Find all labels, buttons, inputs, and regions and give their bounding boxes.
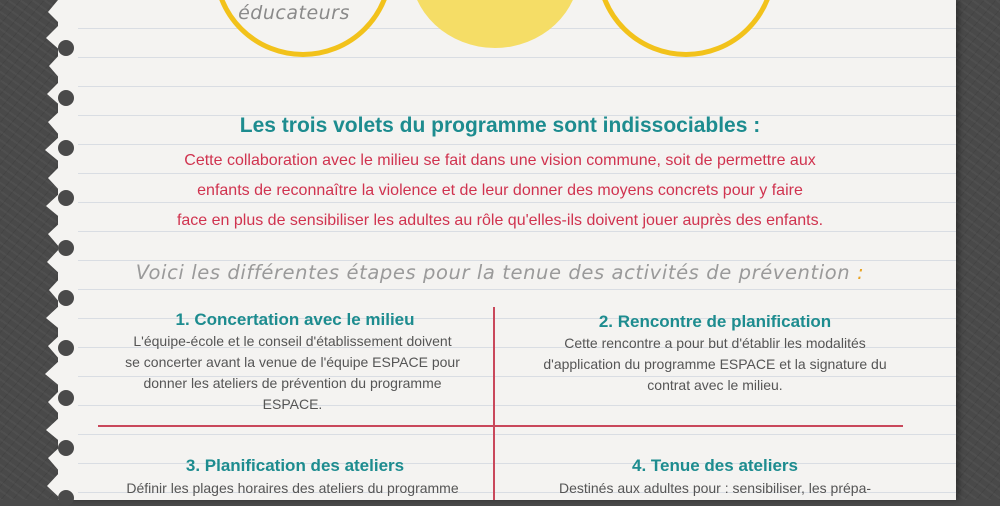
- binder-hole: [58, 340, 74, 356]
- step-line: Cette rencontre a pour but d'établir les modalités: [564, 335, 866, 351]
- step-line: donner les ateliers de prévention du programme: [143, 375, 442, 391]
- step-3-text: [80, 478, 505, 499]
- step-1-title: 1. Concertation avec le milieu: [175, 310, 415, 329]
- binder-hole: [58, 390, 74, 406]
- step-4-title: 4. Tenue des ateliers: [632, 456, 798, 475]
- binder-hole: [58, 290, 74, 306]
- step-2-text: [505, 333, 925, 396]
- intro-paragraph: [120, 146, 880, 236]
- step-line: se concerter avant la venue de l'équipe ESPACE pour: [125, 354, 460, 370]
- subtitle-text: Voici les différentes étapes pour la tenue des activités de prévention: [135, 261, 851, 284]
- binder-hole: [58, 40, 74, 56]
- step-line: contrat avec le milieu.: [647, 377, 783, 393]
- binder-hole: [58, 140, 74, 156]
- step-1-text: [80, 331, 505, 415]
- step-line: Définir les plages horaires des ateliers du programme: [126, 480, 459, 496]
- binder-hole: [58, 190, 74, 206]
- step-line: d'application du programme ESPACE et la signature du: [543, 356, 887, 372]
- section-heading: Les trois volets du programme sont indissociables :: [239, 114, 761, 137]
- step-line: ESPACE.: [262, 396, 323, 412]
- step-line: Destinés aux adultes pour : sensibiliser, les prépa-: [558, 480, 872, 496]
- steps-subtitle: [0, 261, 1000, 284]
- circle-label-educateurs: éducateurs: [238, 2, 350, 24]
- paragraph-line: Cette collaboration avec le milieu se fait dans une vision commune, soit de permettre aux: [184, 152, 816, 169]
- binder-hole: [58, 240, 74, 256]
- step-2-title: 2. Rencontre de planification: [598, 312, 832, 331]
- paragraph-line: enfants de reconnaître la violence et de leur donner des moyens concrets pour y faire: [197, 182, 803, 199]
- horizontal-divider: [98, 425, 903, 427]
- paragraph-line: face en plus de sensibiliser les adultes au rôle qu'elles-ils doivent jouer auprès des enfants.: [176, 212, 824, 229]
- step-3-title: 3. Planification des ateliers: [185, 456, 405, 475]
- step-4-text: [505, 478, 925, 499]
- binder-hole: [58, 90, 74, 106]
- binder-hole: [58, 440, 74, 456]
- binder-hole: [58, 490, 74, 506]
- subtitle-colon: :: [857, 261, 865, 284]
- step-line: L'équipe-école et le conseil d'établissement doivent: [133, 333, 452, 349]
